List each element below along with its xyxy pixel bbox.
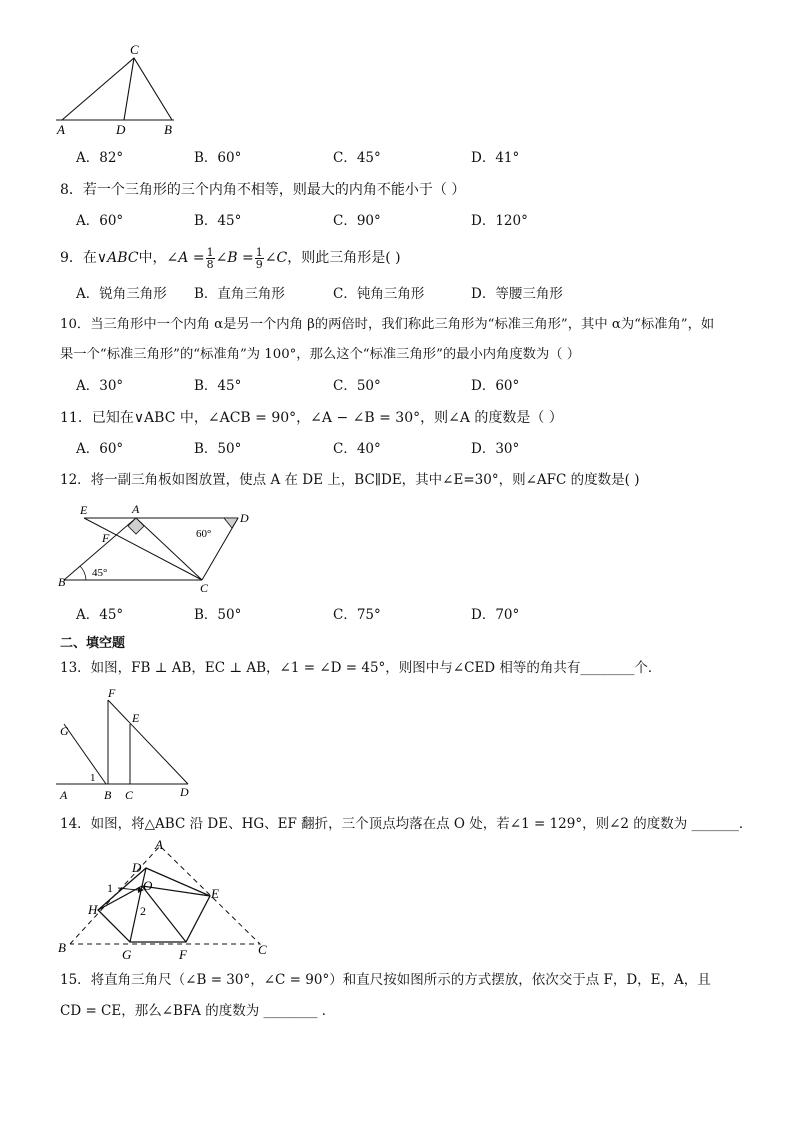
q13-line-fd <box>108 700 188 784</box>
q10-option-b[interactable]: B．45° <box>194 378 242 394</box>
q9-suffix: ，则此三角形是( ) <box>287 250 401 266</box>
q12-angle-mark-d <box>224 518 238 528</box>
q7-label-d: D <box>116 122 126 137</box>
q9-fraction-2 <box>255 247 264 270</box>
q9-stem <box>60 244 401 272</box>
q12-label-f: F <box>102 531 110 545</box>
q12-label-60: 60° <box>196 528 212 540</box>
q10-stem-line2: 果一个“标准三角形”的“标准角”为 100°，那么这个“标准三角形”的最小内角度数为（ ） <box>60 347 581 362</box>
q13-label-f: F <box>108 686 116 700</box>
q13-label-1: 1 <box>90 772 96 784</box>
q14-line-of <box>142 886 186 942</box>
q10-option-d[interactable]: D．60° <box>471 378 520 394</box>
q12-angle-arc-b <box>80 566 86 580</box>
q14-folded-polygon <box>98 868 210 942</box>
q13-label-g: G <box>60 724 69 738</box>
q7-label-b: B <box>164 122 172 137</box>
q9-prefix: 9．在 <box>60 250 97 266</box>
q8-option-c[interactable]: C．90° <box>333 213 381 229</box>
q12-label-45: 45° <box>92 567 108 579</box>
q12-set-squares-figure <box>52 496 262 596</box>
q12-label-d: D <box>240 511 249 525</box>
q7-option-a[interactable]: A．82° <box>76 150 124 166</box>
q12-line-ac <box>136 518 202 580</box>
q13-label-b: B <box>104 788 112 802</box>
q13-label-d: D <box>180 785 189 799</box>
q11-option-c[interactable]: C．40° <box>333 441 381 457</box>
q9-option-b[interactable]: B．直角三角形 <box>194 286 285 302</box>
q12-label-b: B <box>58 575 66 589</box>
q7-option-d[interactable]: D．41° <box>471 150 520 166</box>
q9-mid: 中， <box>138 250 167 266</box>
q14-stem: 14．如图，将△ABC 沿 DE、HG、EF 翻折，三个顶点均落在点 O 处，若∠1 = 129°，则∠2 的度数为 _______． <box>60 816 753 832</box>
q13-label-c: C <box>125 788 134 802</box>
q14-label-a: A <box>155 837 163 852</box>
q7-option-c[interactable]: C．45° <box>333 150 381 166</box>
q9-option-a[interactable]: A．锐角三角形 <box>76 286 167 302</box>
q7-option-b[interactable]: B．60° <box>194 150 242 166</box>
q9-option-d[interactable]: D．等腰三角形 <box>471 286 563 302</box>
q12-option-a[interactable]: A．45° <box>76 607 124 623</box>
q9-frac2-num: 1 <box>255 245 263 259</box>
q7-triangle-figure <box>52 38 192 138</box>
q14-dashed-triangle <box>70 846 260 944</box>
q12-option-b[interactable]: B．50° <box>194 607 242 623</box>
q9-frac1-den: 8 <box>206 257 214 271</box>
q9-triangle: ∨ABC <box>96 250 139 266</box>
q14-folding-figure <box>52 836 282 964</box>
q9-angle-b: ∠B = <box>215 250 254 266</box>
q11-stem: 11．已知在∨ABC 中，∠ACB = 90°，∠A − ∠B = 30°，则∠A 的度数是（ ） <box>60 410 563 426</box>
q9-fraction-1 <box>206 247 215 270</box>
q7-label-c: C <box>130 42 139 57</box>
q9-option-c[interactable]: C．钝角三角形 <box>333 286 425 302</box>
q7-label-a: A <box>57 122 65 137</box>
q15-stem-line1: 15．将直角三角尺（∠B = 30°，∠C = 90°）和直尺按如图所示的方式摆放，依次交于点 F，D，E，A，且 <box>60 972 711 988</box>
q12-stem: 12．将一副三角板如图放置，使点 A 在 DE 上，BC∥DE，其中∠E=30°，则∠AFC 的度数是( ) <box>60 472 640 488</box>
q14-label-o: O <box>143 878 153 893</box>
q14-label-1: 1 <box>107 881 113 895</box>
q9-angle-a: ∠A = <box>166 250 205 266</box>
q12-label-e: E <box>80 503 88 517</box>
q14-label-e: E <box>211 886 219 901</box>
q7-segment-cd <box>124 58 134 120</box>
q9-frac1-num: 1 <box>206 245 214 259</box>
q13-perpendicular-figure <box>52 684 202 804</box>
q12-option-c[interactable]: C．75° <box>333 607 381 623</box>
q14-label-d: D <box>132 860 142 875</box>
q14-label-2: 2 <box>140 904 146 918</box>
q8-option-a[interactable]: A．60° <box>76 213 124 229</box>
q13-line-g <box>64 724 106 784</box>
q12-label-a: A <box>132 502 140 516</box>
q11-option-d[interactable]: D．30° <box>471 441 520 457</box>
q14-label-f: F <box>179 947 187 962</box>
q14-label-g: G <box>122 947 132 962</box>
q7-triangle-sides <box>62 58 172 120</box>
q14-label-c: C <box>258 942 267 957</box>
section-title-fill-in: 二、填空题 <box>60 636 126 651</box>
q12-right-angle-a <box>128 518 144 534</box>
q13-stem: 13．如图，FB ⊥ AB，EC ⊥ AB，∠1 = ∠D = 45°，则图中与∠CED 相等的角共有________个． <box>60 660 662 676</box>
q12-label-c: C <box>200 581 209 595</box>
q11-option-a[interactable]: A．60° <box>76 441 124 457</box>
q9-angle-c: ∠C <box>264 250 288 266</box>
q13-label-e: E <box>132 711 140 725</box>
q12-option-d[interactable]: D．70° <box>471 607 520 623</box>
q8-option-b[interactable]: B．45° <box>194 213 242 229</box>
q11-option-b[interactable]: B．50° <box>194 441 242 457</box>
q8-stem: 8．若一个三角形的三个内角不相等，则最大的内角不能小于（ ） <box>60 182 466 198</box>
q10-stem-line1: 10．当三角形中一个内角 α是另一个内角 β的两倍时，我们称此三角形为“标准三角形”，其中 α为“标准角”，如 <box>60 317 715 332</box>
q15-stem-line2: CD = CE，那么∠BFA 的度数为 ________ ． <box>60 1003 336 1019</box>
q9-frac2-den: 9 <box>255 257 263 271</box>
q10-option-a[interactable]: A．30° <box>76 378 124 394</box>
q8-option-d[interactable]: D．120° <box>471 213 528 229</box>
q10-option-c[interactable]: C．50° <box>333 378 381 394</box>
q14-label-b: B <box>58 940 66 955</box>
q14-label-h: H <box>88 902 98 917</box>
q13-label-a: A <box>60 788 68 802</box>
